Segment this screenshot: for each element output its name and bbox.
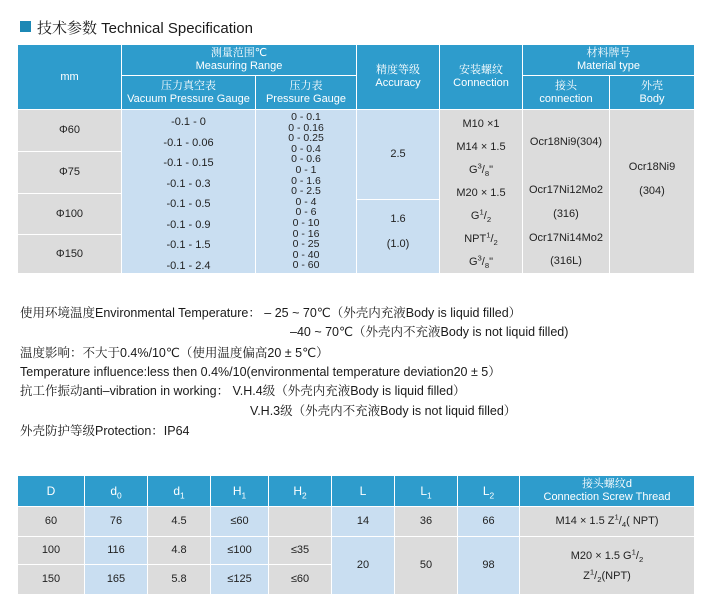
dim-row1-H1 <box>211 507 268 536</box>
joint-cn: 接头 <box>555 79 577 92</box>
pressure-range-value: 0 - 1 <box>295 163 317 176</box>
d0-base: d <box>110 483 117 498</box>
dim-row1-L <box>332 507 394 536</box>
dim-row2-H1 <box>211 537 268 564</box>
merged-L1-value: 50 <box>419 559 433 571</box>
fraction-num: 3 <box>477 253 482 263</box>
pressure-range-value: 0 - 40 <box>292 248 320 261</box>
dim-row3-d1 <box>148 565 210 594</box>
note-env-temp-1: 使用环境温度Environmental Temperature： – 25 ~ 70℃（外壳内充液Body is liquid filled） <box>20 306 522 320</box>
connection-en: Connection <box>453 77 509 89</box>
connection-g38-a: $G^3/_8$" <box>468 161 494 179</box>
dim-row2-H2 <box>269 537 331 564</box>
measuring-range-cn: 测量范围℃ <box>210 47 268 59</box>
D-label: D <box>46 483 56 498</box>
joint-material-3: Ocr17Ni14Mo2 <box>529 232 603 244</box>
connection-m14: M14 × 1.5 <box>456 141 506 153</box>
dimension-table <box>18 476 694 594</box>
header-vacuum-gauge <box>122 76 255 109</box>
g-label: G <box>468 164 478 176</box>
connection-m20: M20 × 1.5 <box>456 187 506 199</box>
L1-label <box>420 485 431 498</box>
header-pressure-gauge <box>256 76 356 109</box>
pressure-range-value: 0 - 1.6 <box>291 174 321 187</box>
merged-L2-value: 98 <box>482 559 495 571</box>
measuring-range-en: Measuring Range <box>195 60 283 72</box>
vacuum-range-value: -0.1 - 0.06 <box>163 136 214 149</box>
title-square-icon <box>20 21 31 32</box>
vacuum-cn: 压力真空表 <box>161 79 216 92</box>
header-material <box>523 45 694 75</box>
dim-row2-d0 <box>85 537 147 564</box>
thread-1: M14 × 1.5 $Z^1/_4$( NPT) <box>555 512 659 530</box>
H1-label <box>233 485 246 498</box>
accuracy-1-6 <box>357 213 439 226</box>
g-label: G <box>468 256 478 268</box>
joint-material-3-code: (316L) <box>550 255 582 267</box>
connection-npt12: $NPT^1/_2$ <box>464 230 498 248</box>
dim-merged-L1 <box>395 537 457 594</box>
H2-base: H <box>293 483 302 498</box>
connection-g38-b: $G^3/_8$" <box>468 253 494 271</box>
fraction-num: 3 <box>477 161 482 171</box>
accuracy-separator <box>357 199 439 200</box>
pressure-range-value: 0 - 0.25 <box>288 132 324 145</box>
dim-row1-L1 <box>395 507 457 536</box>
header-mm <box>18 45 121 109</box>
accuracy-1-0 <box>357 238 439 251</box>
L-label: L <box>359 483 367 498</box>
fraction-den: 8 <box>484 169 490 179</box>
d0-sub: 0 <box>117 489 122 500</box>
size-150 <box>18 235 121 273</box>
H1-base: H <box>232 483 242 498</box>
dim-merged-L <box>332 537 394 594</box>
dim-header-H2 <box>269 476 331 506</box>
header-accuracy <box>357 45 439 109</box>
row3-d1-value: 5.8 <box>171 573 187 585</box>
pressure-range-value: 0 - 2.5 <box>291 185 321 198</box>
thread-cn: 接头螺纹d <box>581 478 633 490</box>
row1-L2-value: 66 <box>482 515 495 527</box>
thread-2: M20 × 1.5 $G^1/_2$ <box>570 546 644 564</box>
row2-d1-value: 4.8 <box>171 544 187 556</box>
size-100-label: Φ100 <box>55 207 84 220</box>
connection-m10: M10 ×1 <box>462 118 500 130</box>
dim-row3-D <box>18 565 84 594</box>
L1-base: L <box>420 483 427 498</box>
header-measuring-range <box>122 45 356 75</box>
fraction-den: 2 <box>486 215 492 225</box>
dim-header-d1 <box>148 476 210 506</box>
accuracy-cn: 精度等级 <box>376 64 420 76</box>
dim-row2-D <box>18 537 84 564</box>
pressure-range-value: 0 - 0.4 <box>291 142 321 155</box>
row1-d0-value: 76 <box>109 515 123 527</box>
row3-H2-value: ≤60 <box>290 573 310 585</box>
dim-header-d0 <box>85 476 147 506</box>
pressure-range-value: 0 - 25 <box>292 238 320 251</box>
vacuum-range-value: -0.1 - 0.3 <box>166 177 211 190</box>
connection-cn: 安装螺纹 <box>459 64 503 76</box>
thread-3-prefix: Z <box>583 569 590 582</box>
row1-D-value: 60 <box>44 515 58 527</box>
vacuum-range-value: -0.1 - 0.9 <box>166 218 211 231</box>
dim-header-D <box>18 476 84 506</box>
fraction-den: 4 <box>621 520 627 530</box>
fraction-num: 1 <box>614 512 619 522</box>
note-protection: 外壳防护等级Protection：IP64 <box>20 424 190 438</box>
fraction-den: 2 <box>493 238 498 248</box>
vacuum-range-value: -0.1 - 0.5 <box>166 198 211 210</box>
note-vibration-2: V.H.3级（外壳内不充液Body is not liquid filled） <box>250 404 517 418</box>
H2-label <box>293 485 306 498</box>
L2-label <box>483 485 494 498</box>
thread-2-prefix: M20 × 1.5 G <box>570 549 632 562</box>
dim-header-L <box>332 476 394 506</box>
d1-sub: 1 <box>180 489 185 500</box>
dim-row1-thread <box>520 507 694 536</box>
fraction-den: 2 <box>638 554 644 564</box>
inch-mark: " <box>489 256 494 268</box>
dim-row1-d0 <box>85 507 147 536</box>
row2-H1-value: ≤100 <box>227 544 252 556</box>
thread-3: $Z^1/_2(NPT)$ <box>583 566 631 584</box>
vacuum-range-value: -0.1 - 1.5 <box>166 239 211 251</box>
H1-sub: 1 <box>241 489 247 500</box>
dim-merged-thread <box>520 537 694 594</box>
L2-sub: 2 <box>489 489 495 500</box>
header-joint <box>523 76 609 109</box>
dim-row1-d1 <box>148 507 210 536</box>
pressure-range-value: 0 - 0.1 <box>291 111 321 123</box>
pressure-range <box>256 112 356 271</box>
joint-material-2: Ocr17Ni12Mo2 <box>529 184 603 196</box>
d1-label <box>173 485 184 498</box>
row2-d0-value: 116 <box>107 544 125 556</box>
row3-H1-value: ≤125 <box>227 573 252 585</box>
dim-merged-L2 <box>458 537 519 594</box>
note-temp-influence-en: Temperature influence:less then 0.4%/10(environmental temperature deviation20 ± 5） <box>20 365 501 379</box>
pressure-range-value: 0 - 0.16 <box>288 121 324 134</box>
dim-row3-H1 <box>211 565 268 594</box>
thread-1-suffix: ( NPT) <box>626 515 659 527</box>
fraction-num: 1 <box>479 207 484 217</box>
dim-row1-D <box>18 507 84 536</box>
note-env-temp-2: –40 ~ 70℃（外壳内不充液Body is not liquid filled) <box>290 325 569 339</box>
accuracy-2-5-label: 2.5 <box>390 148 406 160</box>
row1-L1-value: 36 <box>419 515 433 527</box>
size-100 <box>18 194 121 234</box>
size-75 <box>18 152 121 193</box>
g-label: G <box>470 210 480 222</box>
dim-row3-H2 <box>269 565 331 594</box>
dim-header-L1 <box>395 476 457 506</box>
joint-material-2-code: (316) <box>553 208 579 220</box>
joint-en: connection <box>539 92 593 105</box>
d0-label <box>110 485 121 498</box>
note-temp-influence-cn: 温度影响：不大于0.4%/10℃（使用温度偏高20 ± 5℃） <box>20 346 329 360</box>
L1-sub: 1 <box>427 489 432 500</box>
vacuum-range <box>122 112 255 276</box>
connection-g12: $G^1/_2$ <box>470 207 492 225</box>
body-material-code: (304) <box>639 185 665 197</box>
dim-header-H1 <box>211 476 268 506</box>
connection-list <box>440 113 522 274</box>
header-connection <box>440 45 522 109</box>
size-60-label: Φ60 <box>58 124 80 136</box>
pressure-en: Pressure Gauge <box>265 92 347 105</box>
accuracy-2-5 <box>357 110 439 199</box>
dim-header-L2 <box>458 476 519 506</box>
size-75-label: Φ75 <box>58 166 80 178</box>
npt-label: NPT <box>464 233 487 245</box>
fraction-num: 1 <box>631 546 636 556</box>
dim-row3-d0 <box>85 565 147 594</box>
size-150-label: Φ150 <box>55 247 84 260</box>
row2-H2-value: ≤35 <box>290 544 310 556</box>
dim-row1-L2 <box>458 507 519 536</box>
pressure-range-value: 0 - 4 <box>295 195 317 208</box>
pressure-range-value: 0 - 10 <box>292 216 320 229</box>
pressure-range-value: 0 - 60 <box>292 259 320 272</box>
joint-material-1: Ocr18Ni9(304) <box>529 136 603 148</box>
spec-table <box>18 45 694 273</box>
vacuum-range-value: -0.1 - 2.4 <box>166 259 211 272</box>
vacuum-en: Vacuum Pressure Gauge <box>127 92 250 105</box>
row1-d1-value: 4.5 <box>171 515 187 527</box>
material-cn: 材料牌号 <box>586 47 631 59</box>
row1-H1-value: ≤60 <box>230 515 249 527</box>
accuracy-1-0-label: (1.0) <box>386 238 410 250</box>
fraction-den: 8 <box>484 261 490 271</box>
fraction-den: 2 <box>597 574 602 584</box>
L2-base: L <box>482 483 490 498</box>
H2-sub: 2 <box>302 489 307 500</box>
header-body <box>610 76 694 109</box>
pressure-range-value: 0 - 6 <box>295 206 317 219</box>
vacuum-range-value: -0.1 - 0 <box>171 116 206 128</box>
body-en: Body <box>639 92 665 105</box>
dim-row2-d1 <box>148 537 210 564</box>
body-material: Ocr18Ni9 <box>628 161 676 173</box>
row1-L-value: 14 <box>356 515 370 527</box>
page-title: 技术参数 Technical Specification <box>37 20 253 37</box>
fraction-num: 1 <box>486 230 491 240</box>
thread-1-prefix: M14 × 1.5 Z <box>555 515 615 527</box>
merged-L-value: 20 <box>356 559 370 571</box>
pressure-range-value: 0 - 16 <box>292 227 320 240</box>
size-60 <box>18 110 121 151</box>
body-cn: 外壳 <box>641 79 663 92</box>
inch-mark: " <box>489 164 494 176</box>
fraction-num: 1 <box>589 566 595 576</box>
accuracy-en: Accuracy <box>375 77 421 89</box>
vacuum-range-value: -0.1 - 0.15 <box>163 157 214 169</box>
row3-D-value: 150 <box>41 573 61 585</box>
dim-row1-H2 <box>269 507 331 536</box>
note-vibration-1: 抗工作振动anti–vibration in working： V.H.4级（外壳内充液Body is liquid filled） <box>20 384 466 398</box>
row2-D-value: 100 <box>41 544 61 556</box>
material-en: Material type <box>577 60 640 72</box>
row3-d0-value: 165 <box>106 573 126 585</box>
d1-base: d <box>173 483 180 498</box>
thread-en: Connection Screw Thread <box>543 491 671 503</box>
pressure-range-value: 0 - 0.6 <box>291 153 321 166</box>
pressure-cn: 压力表 <box>289 79 323 92</box>
thread-3-suffix: (NPT) <box>601 569 631 582</box>
accuracy-1-6-label: 1.6 <box>390 213 406 225</box>
header-mm-label: mm <box>60 70 79 83</box>
dim-header-thread <box>520 476 694 506</box>
